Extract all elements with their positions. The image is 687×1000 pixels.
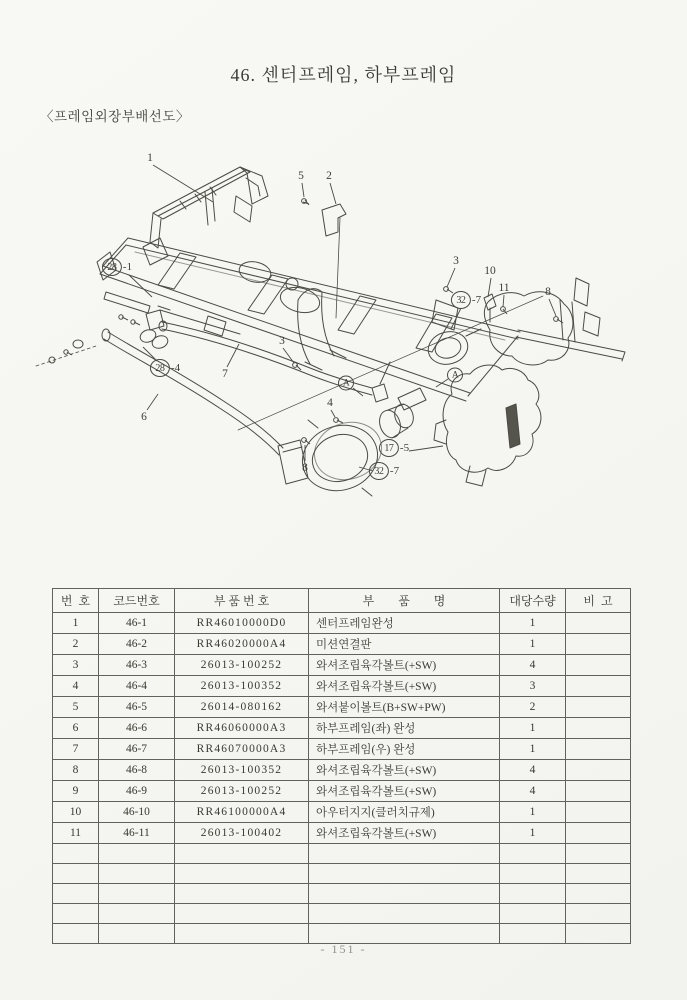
table-row bbox=[53, 634, 631, 655]
cell-remark bbox=[566, 697, 631, 718]
cell-part-name: 센터프레임완성 bbox=[309, 613, 500, 634]
cell-part-name: 아우터지지(클러치규제) bbox=[309, 802, 500, 823]
cell-part-name: 하부프레임(좌) 완성 bbox=[309, 718, 500, 739]
cell-qty: 1 bbox=[500, 802, 566, 823]
cell-part-name: 와셔조립육각볼트(+SW) bbox=[309, 655, 500, 676]
cell-no: 8 bbox=[53, 760, 99, 781]
cell-part-number: 26013-100402 bbox=[175, 823, 309, 844]
cell-remark bbox=[566, 739, 631, 760]
cell-no: 3 bbox=[53, 655, 99, 676]
cell-no: 6 bbox=[53, 718, 99, 739]
empty-cell bbox=[99, 904, 175, 924]
callout-8: 8 bbox=[545, 286, 551, 298]
callout-circle: 32 bbox=[451, 291, 471, 309]
cell-no: 2 bbox=[53, 634, 99, 655]
empty-cell bbox=[500, 844, 566, 864]
cell-qty: 4 bbox=[500, 655, 566, 676]
callout-suffix: -7 bbox=[389, 465, 400, 477]
cell-no: 9 bbox=[53, 781, 99, 802]
cell-qty: 1 bbox=[500, 823, 566, 844]
empty-table-row bbox=[53, 924, 631, 944]
table-row bbox=[53, 676, 631, 697]
cell-part-number: 26013-100352 bbox=[175, 760, 309, 781]
empty-cell bbox=[566, 924, 631, 944]
table-row bbox=[53, 655, 631, 676]
callout-28-4 bbox=[150, 359, 180, 377]
cell-part-name: 와셔조립육각볼트(+SW) bbox=[309, 823, 500, 844]
empty-table-row bbox=[53, 864, 631, 884]
cell-part-number: 26013-100352 bbox=[175, 676, 309, 697]
cell-part-number: 26013-100252 bbox=[175, 781, 309, 802]
empty-cell bbox=[566, 864, 631, 884]
empty-cell bbox=[175, 864, 309, 884]
callout-circle: A bbox=[338, 376, 354, 391]
callout-10: 10 bbox=[484, 265, 496, 277]
callout-32-7 bbox=[451, 291, 481, 309]
empty-table-row bbox=[53, 904, 631, 924]
empty-cell bbox=[500, 884, 566, 904]
cell-remark bbox=[566, 802, 631, 823]
cell-remark bbox=[566, 823, 631, 844]
header-col-qty: 대당수량 bbox=[500, 589, 566, 613]
parts-table bbox=[52, 588, 631, 944]
cell-remark bbox=[566, 718, 631, 739]
cell-code: 46-5 bbox=[99, 697, 175, 718]
cell-qty: 4 bbox=[500, 781, 566, 802]
cell-part-name: 미션연결판 bbox=[309, 634, 500, 655]
cell-part-name: 와셔조립육각볼트(+SW) bbox=[309, 676, 500, 697]
cell-no: 7 bbox=[53, 739, 99, 760]
empty-cell bbox=[309, 884, 500, 904]
cell-qty: 4 bbox=[500, 760, 566, 781]
callout-2: 2 bbox=[326, 170, 332, 182]
empty-cell bbox=[500, 924, 566, 944]
cell-code: 46-3 bbox=[99, 655, 175, 676]
empty-table-row bbox=[53, 884, 631, 904]
callout-17-5 bbox=[379, 439, 409, 457]
empty-cell bbox=[53, 924, 99, 944]
cell-no: 4 bbox=[53, 676, 99, 697]
cell-qty: 2 bbox=[500, 697, 566, 718]
callout-28-1 bbox=[102, 258, 132, 276]
cell-no: 11 bbox=[53, 823, 99, 844]
header-col-remark: 비 고 bbox=[566, 589, 631, 613]
cell-remark bbox=[566, 634, 631, 655]
cell-code: 46-11 bbox=[99, 823, 175, 844]
cell-no: 1 bbox=[53, 613, 99, 634]
empty-cell bbox=[566, 904, 631, 924]
cell-part-number: 26014-080162 bbox=[175, 697, 309, 718]
callout-circle: A bbox=[447, 368, 463, 383]
cell-part-name: 와셔조립육각볼트(+SW) bbox=[309, 760, 500, 781]
empty-cell bbox=[99, 884, 175, 904]
cell-code: 46-1 bbox=[99, 613, 175, 634]
cell-code: 46-10 bbox=[99, 802, 175, 823]
empty-cell bbox=[53, 884, 99, 904]
empty-cell bbox=[99, 844, 175, 864]
table-row bbox=[53, 760, 631, 781]
callout-a bbox=[338, 376, 354, 391]
cell-code: 46-7 bbox=[99, 739, 175, 760]
callout-5: 5 bbox=[298, 170, 304, 182]
cell-code: 46-4 bbox=[99, 676, 175, 697]
empty-cell bbox=[309, 924, 500, 944]
header-col-code: 코드번호 bbox=[99, 589, 175, 613]
table-header-row bbox=[53, 589, 631, 613]
cell-part-number: RR46010000D0 bbox=[175, 613, 309, 634]
cell-remark bbox=[566, 655, 631, 676]
cell-part-number: RR46060000A3 bbox=[175, 718, 309, 739]
cell-no: 10 bbox=[53, 802, 99, 823]
cell-part-name: 와셔조립육각볼트(+SW) bbox=[309, 781, 500, 802]
empty-cell bbox=[175, 844, 309, 864]
empty-cell bbox=[175, 884, 309, 904]
callout-suffix: -1 bbox=[122, 261, 133, 273]
empty-cell bbox=[175, 904, 309, 924]
cell-code: 46-2 bbox=[99, 634, 175, 655]
page-number: - 151 - bbox=[320, 942, 367, 956]
cell-remark bbox=[566, 781, 631, 802]
callout-suffix: -5 bbox=[399, 442, 410, 454]
callout-1: 1 bbox=[147, 152, 153, 164]
table-row bbox=[53, 697, 631, 718]
cell-qty: 1 bbox=[500, 634, 566, 655]
cell-part-number: RR46100000A4 bbox=[175, 802, 309, 823]
cell-remark bbox=[566, 613, 631, 634]
empty-cell bbox=[53, 864, 99, 884]
empty-cell bbox=[53, 844, 99, 864]
empty-cell bbox=[99, 864, 175, 884]
table-row bbox=[53, 613, 631, 634]
cell-qty: 1 bbox=[500, 739, 566, 760]
callout-suffix: -4 bbox=[170, 362, 181, 374]
table-row bbox=[53, 781, 631, 802]
cell-remark bbox=[566, 676, 631, 697]
callout-11: 11 bbox=[498, 282, 510, 294]
empty-cell bbox=[309, 864, 500, 884]
empty-cell bbox=[53, 904, 99, 924]
cell-part-number: 26013-100252 bbox=[175, 655, 309, 676]
empty-cell bbox=[566, 884, 631, 904]
page-title: 46. 센터프레임, 하부프레임 bbox=[230, 65, 457, 85]
table-row bbox=[53, 823, 631, 844]
callout-32-7 bbox=[369, 462, 399, 480]
cell-part-number: RR46020000A4 bbox=[175, 634, 309, 655]
cell-part-name: 하부프레임(우) 완성 bbox=[309, 739, 500, 760]
empty-table-row bbox=[53, 844, 631, 864]
cell-remark bbox=[566, 760, 631, 781]
callout-circle: 17 bbox=[379, 439, 399, 457]
cell-part-number: RR46070000A3 bbox=[175, 739, 309, 760]
callout-3: 3 bbox=[453, 255, 459, 267]
table-row bbox=[53, 802, 631, 823]
empty-cell bbox=[175, 924, 309, 944]
empty-cell bbox=[309, 904, 500, 924]
cell-code: 46-9 bbox=[99, 781, 175, 802]
cell-code: 46-8 bbox=[99, 760, 175, 781]
callout-circle: 28 bbox=[150, 359, 170, 377]
callout-4: 4 bbox=[327, 397, 333, 409]
header-col-part-name: 부 품 명 bbox=[309, 589, 500, 613]
table-row bbox=[53, 739, 631, 760]
cell-part-name: 와셔붙이볼트(B+SW+PW) bbox=[309, 697, 500, 718]
callout-3: 3 bbox=[279, 335, 285, 347]
callout-8: 8 bbox=[302, 462, 308, 474]
empty-cell bbox=[500, 904, 566, 924]
callout-6: 6 bbox=[141, 411, 147, 423]
header-col-part-number: 부 품 번 호 bbox=[175, 589, 309, 613]
callout-circle: 28 bbox=[102, 258, 122, 276]
empty-cell bbox=[99, 924, 175, 944]
table-row bbox=[53, 718, 631, 739]
cell-no: 5 bbox=[53, 697, 99, 718]
empty-cell bbox=[309, 844, 500, 864]
callout-suffix: -7 bbox=[471, 294, 482, 306]
cell-qty: 3 bbox=[500, 676, 566, 697]
diagram-caption: 〈프레임외장부배선도〉 bbox=[40, 109, 190, 124]
cell-code: 46-6 bbox=[99, 718, 175, 739]
callout-circle: 32 bbox=[369, 462, 389, 480]
empty-cell bbox=[500, 864, 566, 884]
cell-qty: 1 bbox=[500, 718, 566, 739]
header-col-no: 번 호 bbox=[53, 589, 99, 613]
callout-a bbox=[447, 368, 463, 383]
callout-7: 7 bbox=[222, 368, 228, 380]
empty-cell bbox=[566, 844, 631, 864]
cell-qty: 1 bbox=[500, 613, 566, 634]
